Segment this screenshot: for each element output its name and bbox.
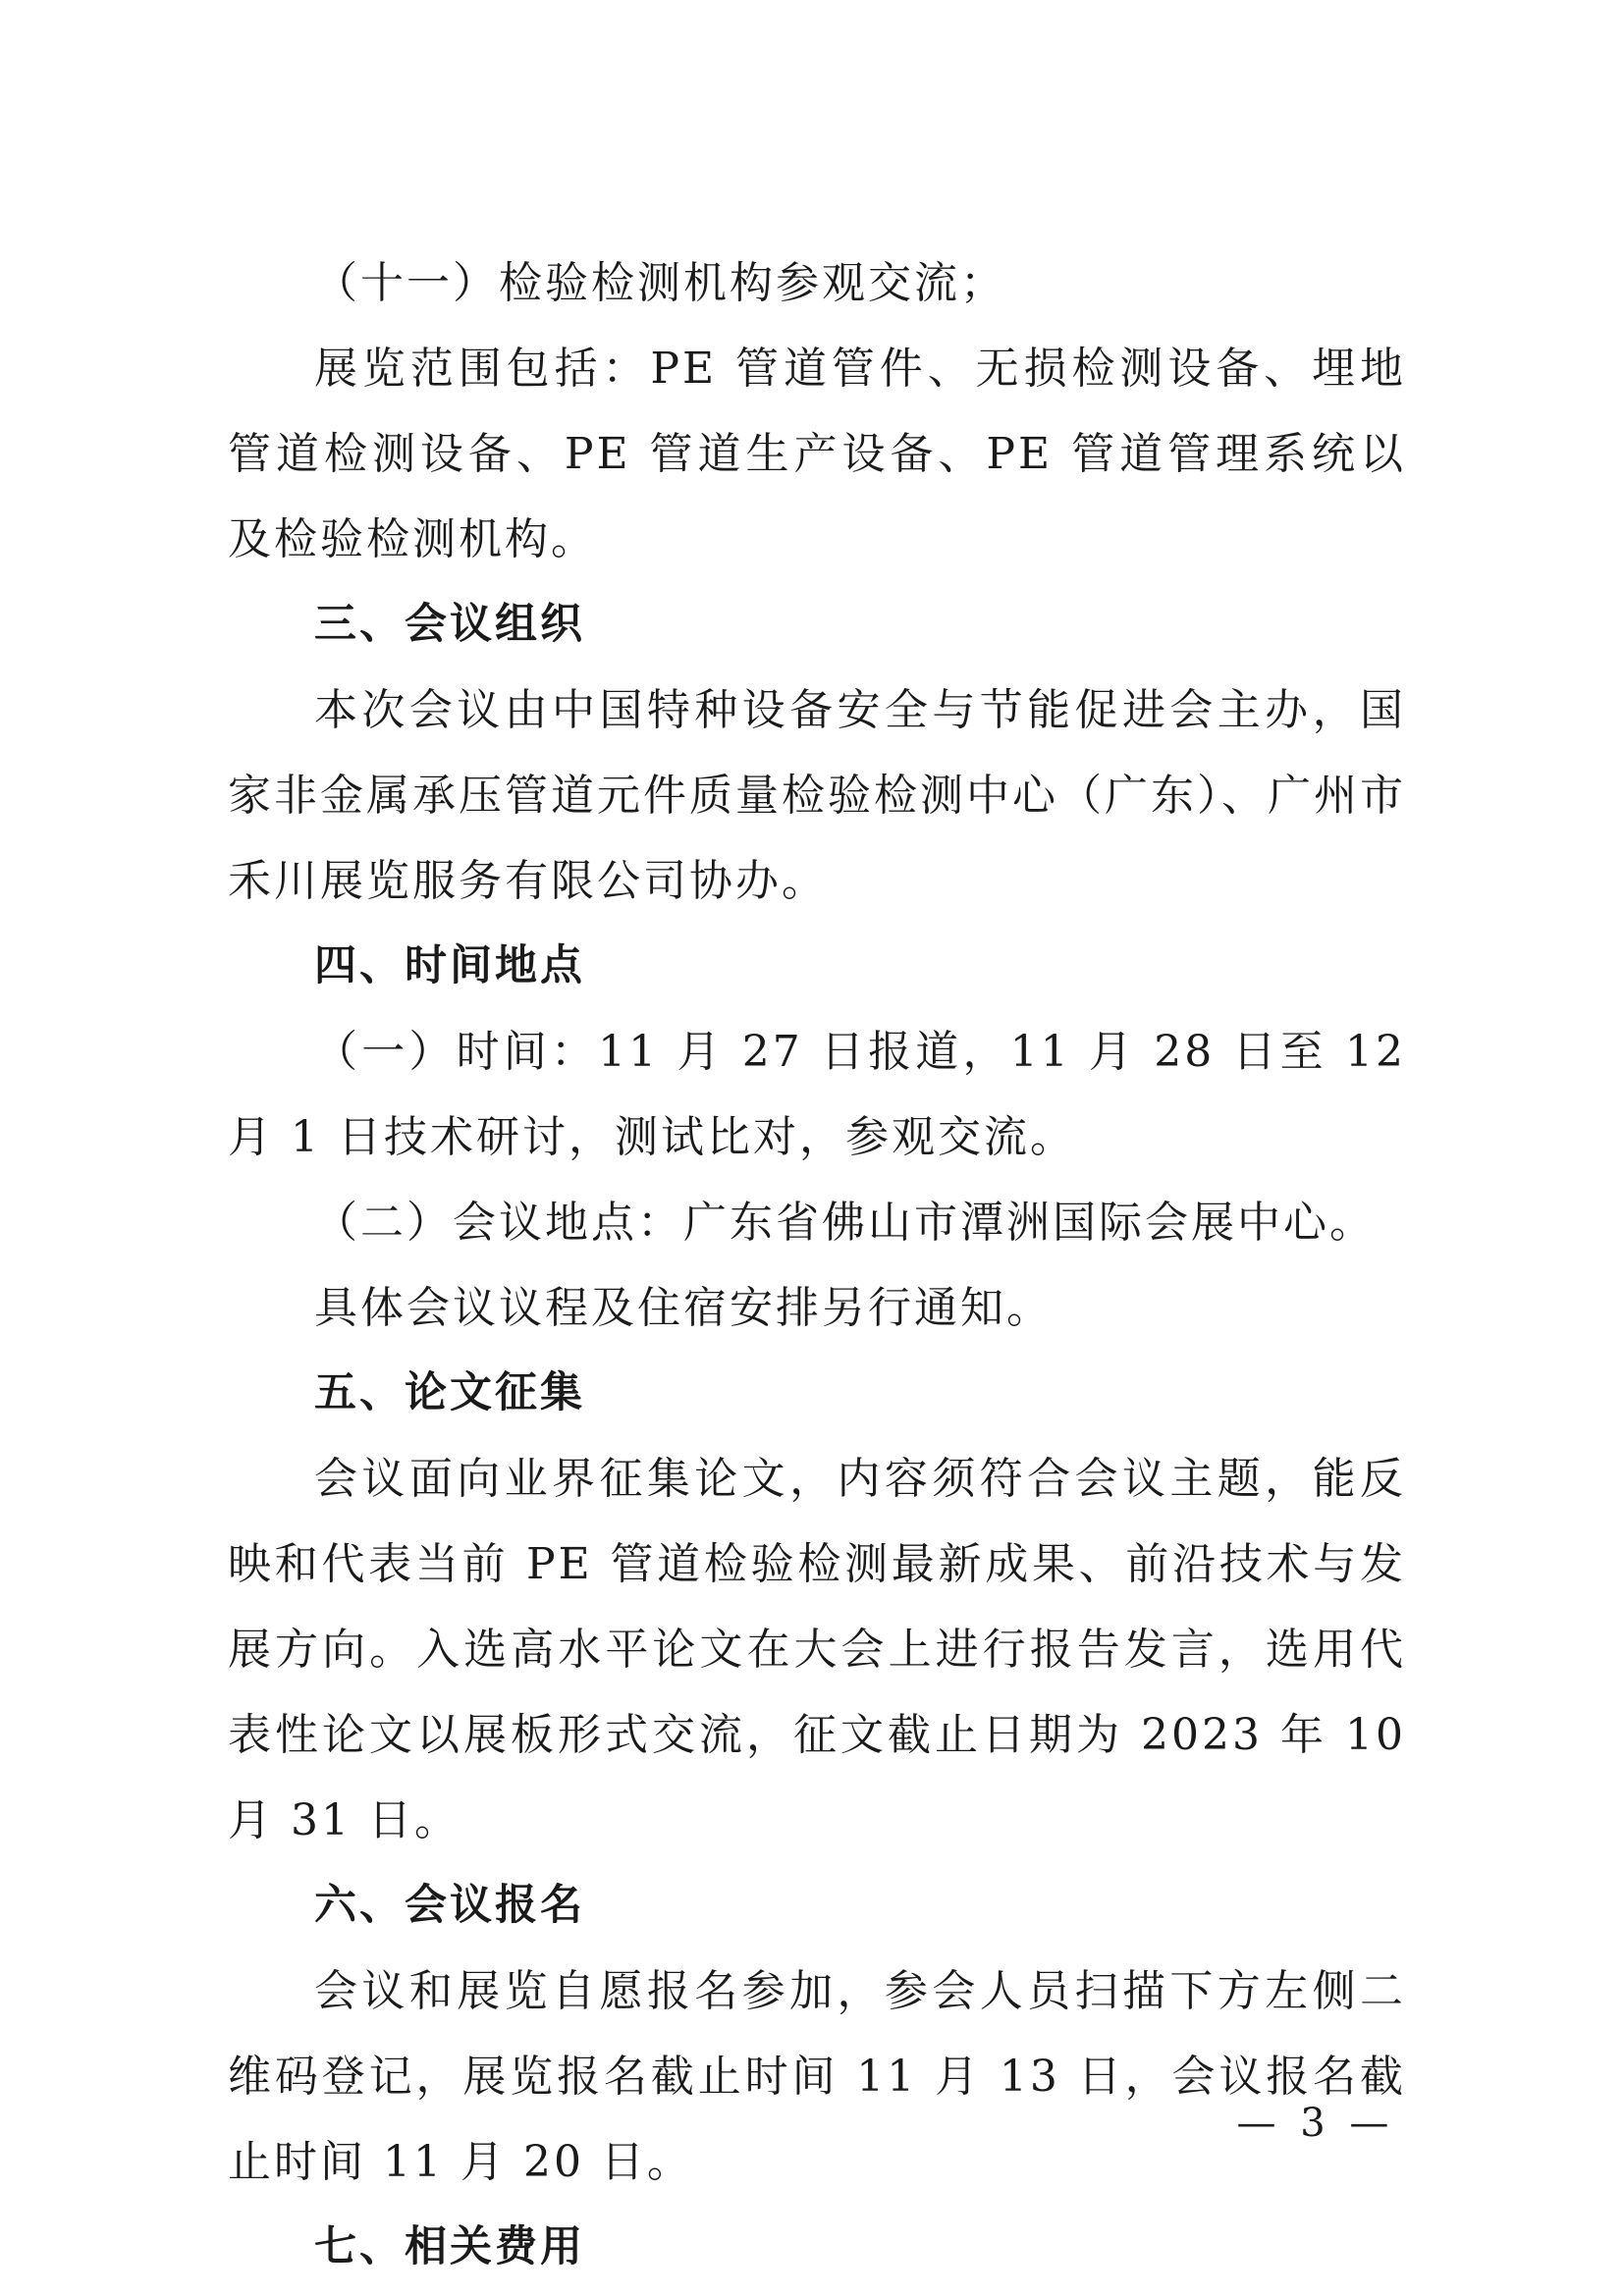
section-heading-time-place: 四、时间地点 bbox=[314, 941, 585, 990]
paragraph-registration: 会议和展览自愿报名参加，参会人员扫描下方左侧二维码登记，展览报名截止时间 11 月 13 日，会议报名截止时间 11 月 20 日。 bbox=[228, 1966, 1406, 2187]
section-heading-fees: 七、相关费用 bbox=[314, 2222, 585, 2271]
page-number: — 3 — bbox=[1236, 2101, 1395, 2146]
paragraph-venue: （二）会议地点：广东省佛山市潭洲国际会展中心。 bbox=[314, 1198, 1376, 1248]
paragraph-exhibition-scope: 展览范围包括：PE 管道管件、无损检测设备、埋地管道检测设备、PE 管道生产设备、PE 管道管理系统以及检验检测机构。 bbox=[228, 344, 1406, 564]
paragraph-agenda-note: 具体会议议程及住宿安排另行通知。 bbox=[314, 1283, 1053, 1333]
section-heading-registration: 六、会议报名 bbox=[314, 1881, 585, 1930]
section-heading-organization: 三、会议组织 bbox=[314, 600, 585, 649]
document-body bbox=[228, 240, 1406, 2290]
paragraph-papers: 会议面向业界征集论文，内容须符合会议主题，能反映和代表当前 PE 管道检验检测最新成果、前沿技术与发展方向。入选高水平论文在大会上进行报告发言，选用代表性论文以展板形式交流，征文截止日期为 2023 年 10 月 31 日。 bbox=[228, 1454, 1406, 1845]
paragraph-item-11: （十一）检验检测机构参观交流； bbox=[314, 258, 1006, 308]
section-heading-papers: 五、论文征集 bbox=[314, 1368, 585, 1417]
paragraph-time: （一）时间：11 月 27 日报道，11 月 28 日至 12 月 1 日技术研讨，测试比对，参观交流。 bbox=[228, 1027, 1406, 1162]
paragraph-organization: 本次会议由中国特种设备安全与节能促进会主办，国家非金属承压管道元件质量检验检测中心（广东）、广州市禾川展览服务有限公司协办。 bbox=[228, 685, 1406, 906]
